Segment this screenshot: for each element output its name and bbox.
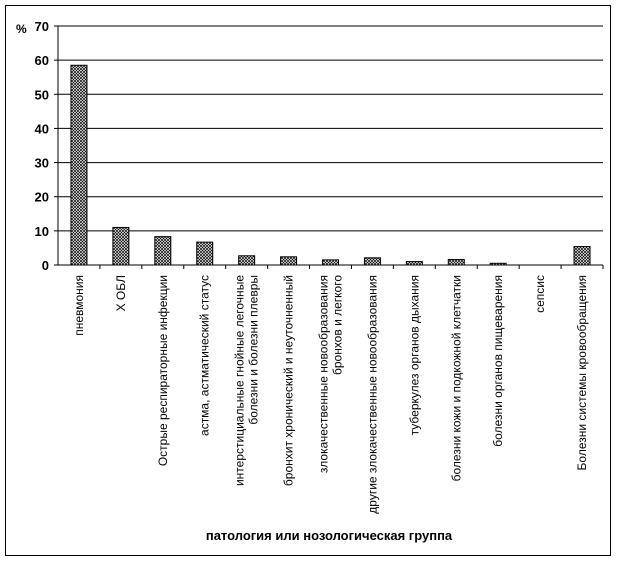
x-tick-label <box>72 275 86 336</box>
y-tick-label: 50 <box>34 87 49 103</box>
y-tick-label: 60 <box>34 53 49 69</box>
x-axis-title: патология или нозологическая группа <box>205 528 453 543</box>
x-tick-label <box>282 275 296 486</box>
x-tick-label <box>114 275 128 311</box>
bar <box>197 242 213 265</box>
x-tick-label-line: Х ОБЛ <box>113 275 128 312</box>
x-tick-label-line: сепсис <box>533 275 548 313</box>
x-tick-label-line: пневмония <box>71 275 86 336</box>
x-tick-label <box>449 275 463 481</box>
bar <box>239 256 255 265</box>
bar <box>113 227 129 265</box>
y-tick-label: 0 <box>41 258 49 273</box>
x-tick-label <box>407 275 421 435</box>
x-tick-label-line: болезни кожи и подкожной клетчатки <box>449 275 464 482</box>
y-tick-label: 30 <box>34 155 49 171</box>
bar <box>574 247 590 265</box>
x-tick-label <box>365 275 379 514</box>
bar <box>490 263 506 265</box>
x-tick-label-line: другие злокачественные новообразования <box>365 275 380 514</box>
x-tick-label-line: бронхов и легкого <box>330 275 345 376</box>
x-tick-label-line: злокачественные новообразования <box>316 275 331 474</box>
x-tick-label <box>533 275 547 313</box>
x-tick-label-line: Острые респираторные инфекции <box>155 275 170 467</box>
y-tick-label: 10 <box>34 223 49 239</box>
x-tick-label <box>233 275 261 486</box>
y-tick-label: 20 <box>34 189 49 205</box>
y-axis-label: % <box>16 22 27 36</box>
x-tick-label-line: туберкулез органов дыхания <box>407 275 422 436</box>
x-tick-label-line: бронхит хронический и неуточненный <box>281 275 296 487</box>
x-tick-label-line: Болезни системы кровообращения <box>575 275 590 471</box>
bar <box>364 258 380 265</box>
x-tick-label <box>156 275 170 466</box>
x-tick-label-line: астма, астматический статус <box>197 275 212 436</box>
bar <box>406 262 422 265</box>
x-tick-label-line: интерстициальные гнойные легочные <box>232 275 247 487</box>
x-tick-label <box>198 275 212 436</box>
x-tick-label <box>575 275 589 470</box>
bar <box>323 260 339 265</box>
bar <box>71 65 87 265</box>
bar <box>155 237 171 265</box>
bar <box>448 260 464 265</box>
x-tick-label-line: болезни и болезни плевры <box>246 275 261 425</box>
x-tick-label-line: болезни органов пищеварения <box>491 275 506 447</box>
x-tick-label <box>317 275 345 473</box>
y-tick-label: 70 <box>34 19 49 34</box>
bar <box>281 257 297 265</box>
y-tick-label: 40 <box>34 121 49 137</box>
x-tick-label <box>491 275 505 447</box>
